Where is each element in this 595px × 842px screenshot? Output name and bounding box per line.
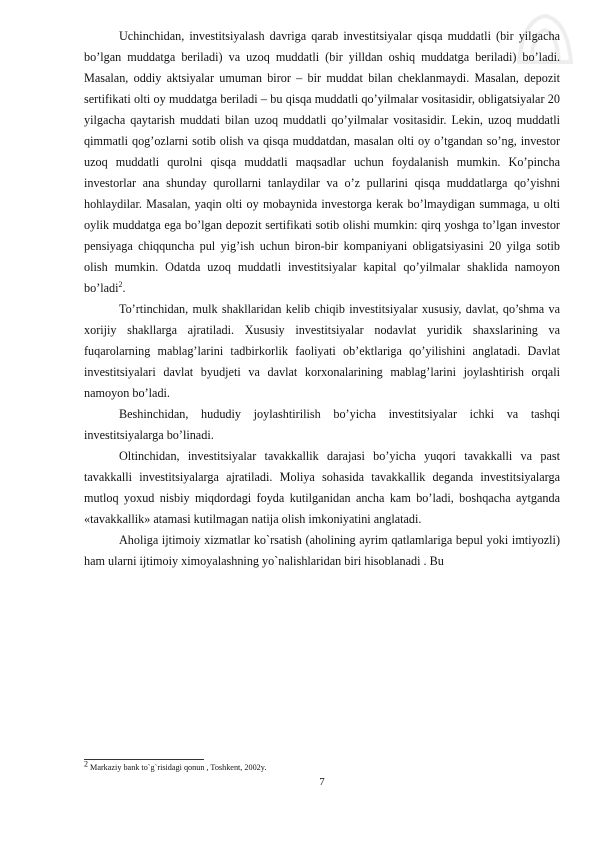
page-number: 7	[319, 776, 325, 788]
body-text	[84, 26, 560, 572]
footnote-reference: 2	[118, 279, 123, 289]
paragraph-1-end: .	[122, 281, 126, 295]
paragraph-risk-level: Oltinchidan, investitsiyalar tavakkallik darajasi bo’yicha yuqori tavakkalli va past tavakkalli investitsiyalarga ajratiladi. Moliya sohasida tavakkallik deganda investitsiyalarga mutloq yoxud nisbiy miqdordagi foyda kutilganidan ancha kam bo’ladi, boshqacha aytganda «tavakkallik» atamasi kutilmagan natija olish imkoniyatini anglatadi.	[84, 449, 560, 526]
paragraph-ownership-forms: To’rtinchidan, mulk shakllaridan kelib chiqib investitsiyalar xususiy, davlat, qo’shma va xorijiy shakllarga ajratiladi. Xususiy investitsiyalar nodavlat yuridik shaxslarining va fuqarolarning mablag’larini tadbirkorlik faoliyati ob’ektlariga qo’yilishini anglatadi. Davlat investitsiyalari davlat byudjeti va davlat korxonalarining mablag’larini joylashtirish orqali namoyon bo’ladi.	[84, 302, 560, 400]
paragraph-1-text: Uchinchidan, investitsiyalash davriga qarab investitsiyalar qisqa muddatli (bir yilgacha bo’lgan muddatga beriladi) va uzoq muddatli (bir yilldan oshiq muddatga beriladi) bo’ladi. Masalan, oddiy aktsiyalar umuman biror – bir muddat bilan cheklanmaydi. Masalan, depozit sertifikati olti oy muddatga beriladi – bu qisqa muddatli qo’yilmalar vositasidir, obligatsiyalar 20 yilgacha qaytarish muddati bilan uzoq muddatli qo’yilmalar vositasidir. Lekin, uzoq muddatli qimmatli qog’ozlarni sotib olish va qisqa muddatdan, masalan olti oy o’tgandan so’ng, investor uzoq muddatli qurolni qisqa muddatli maqsadlar uchun foydalanish mumkin. Ko’pincha investorlar ana shunday qurollarni tanlaydilar va o’z pullarini qisqa muddatlarga qo’yishni hohlaydilar. Masalan, yaqin olti oy mobaynida investorga kerak bo’lmaydigan summaga, u olti oylik muddatga ega bo’lgan depozit sertifikati sotib olishi mumkin: qirq yoshga to’lgan investor pensiyaga chiqquncha pul yig’ish uchun biron-bir kompaniyani obligatsiyasini 20 yilga sotib olish mumkin. Odatda uzoq muddatli investitsiyalar kapital qo’yilmalar shaklida namoyon bo’ladi	[84, 29, 560, 295]
footnote-divider	[84, 759, 204, 760]
paragraph-investment-period	[84, 26, 560, 299]
footnote-marker: 2	[84, 759, 88, 769]
footnote	[84, 759, 560, 773]
paragraph-territorial: Beshinchidan, hududiy joylashtirilish bo’yicha investitsiyalar ichki va tashqi investitsiyalarga bo’linadi.	[84, 407, 560, 442]
footnote-text: Markaziy bank to`g`risidagi qonun , Toshkent, 2002y.	[90, 763, 267, 772]
paragraph-social-services: Aholiga ijtimoiy xizmatlar ko`rsatish (aholining ayrim qatlamlariga bepul yoki imtiyozli) ham ularni ijtimoiy ximoyalashning yo`nalishlaridan biri hisoblanadi . Bu	[84, 533, 560, 568]
